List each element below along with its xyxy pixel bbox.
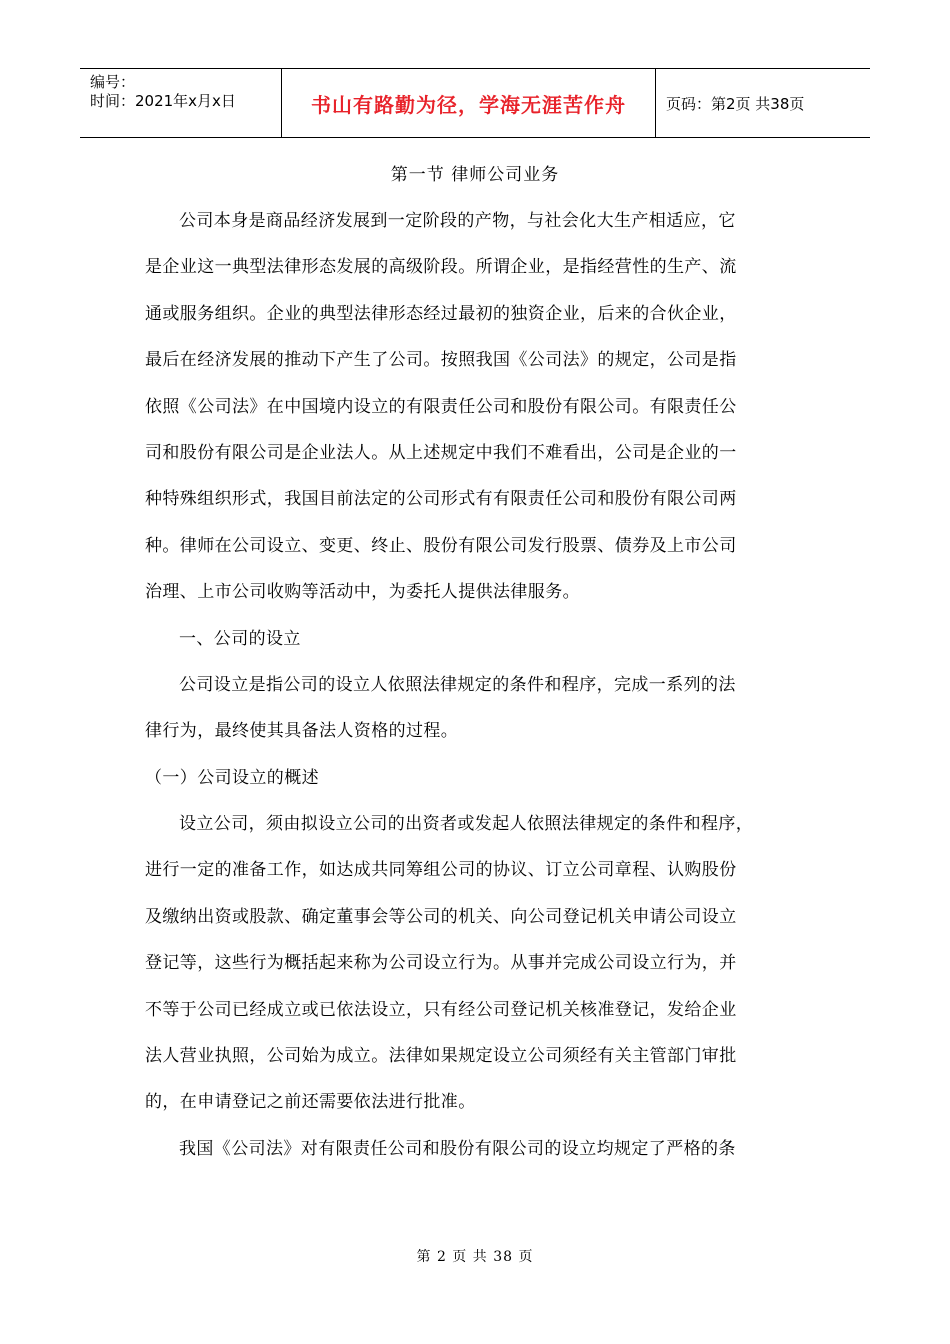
header-meta xyxy=(80,69,282,137)
paragraph-line: 司和股份有限公司是企业法人。从上述规定中我们不难看出，公司是企业的一 xyxy=(145,442,737,463)
paragraph-line: 律行为，最终使其具备法人资格的过程。 xyxy=(145,721,459,742)
paragraph-line: 设立公司，须由拟设立公司的出资者或发起人依照法律规定的条件和程序， xyxy=(179,814,754,835)
paragraph-line: 公司本身是商品经济发展到一定阶段的产物，与社会化大生产相适应，它 xyxy=(179,211,736,231)
paragraph-line: 进行一定的准备工作，如达成共同筹组公司的协议、订立公司章程、认购股份 xyxy=(145,860,737,881)
paragraph-line: 不等于公司已经成立或已依法设立，只有经公司登记机关核准登记，发给企业 xyxy=(145,999,737,1020)
document-time-label: 时间：2021年x月x日 xyxy=(90,92,236,110)
paragraph-line: 公司设立是指公司的设立人依照法律规定的条件和程序，完成一系列的法 xyxy=(179,674,736,695)
paragraph-line: 最后在经济发展的推动下产生了公司。按照我国《公司法》的规定，公司是指 xyxy=(145,350,737,371)
subsection-heading: （一）公司设立的概述 xyxy=(145,767,319,788)
document-body xyxy=(145,198,810,1172)
header-motto: 书山有路勤为径，学海无涯苦作舟 xyxy=(282,69,656,137)
paragraph-line: 法人营业执照，公司始为成立。法律如果规定设立公司须经有关主管部门审批 xyxy=(145,1046,737,1067)
paragraph-line: 及缴纳出资或股款、确定董事会等公司的机关、向公司登记机关申请公司设立 xyxy=(145,906,737,927)
subsection-heading: 一、公司的设立 xyxy=(179,628,301,649)
paragraph-line: 种。律师在公司设立、变更、终止、股份有限公司发行股票、债券及上市公司 xyxy=(145,535,737,556)
section-title: 第一节 律师公司业务 xyxy=(390,165,560,185)
paragraph-line: 依照《公司法》在中国境内设立的有限责任公司和股份有限公司。有限责任公 xyxy=(145,396,737,417)
page-footer: 第 2 页 共 38 页 xyxy=(416,1249,534,1265)
paragraph-line: 登记等，这些行为概括起来称为公司设立行为。从事并完成公司设立行为，并 xyxy=(145,953,737,974)
paragraph-line: 我国《公司法》对有限责任公司和股份有限公司的设立均规定了严格的条 xyxy=(179,1138,736,1159)
paragraph-line: 种特殊组织形式，我国目前法定的公司形式有有限责任公司和股份有限公司两 xyxy=(145,489,737,510)
header-page-info: 页码：第2页 共38页 xyxy=(666,94,805,113)
paragraph-line: 的，在申请登记之前还需要依法进行批准。 xyxy=(145,1092,476,1113)
paragraph-line: 通或服务组织。企业的典型法律形态经过最初的独资企业，后来的合伙企业， xyxy=(145,303,737,324)
page-header xyxy=(80,68,870,138)
paragraph-line: 治理、上市公司收购等活动中，为委托人提供法律服务。 xyxy=(145,582,580,603)
paragraph-line: 是企业这一典型法律形态发展的高级阶段。所谓企业，是指经营性的生产、流 xyxy=(145,257,737,278)
document-number-label: 编号： xyxy=(90,73,136,91)
